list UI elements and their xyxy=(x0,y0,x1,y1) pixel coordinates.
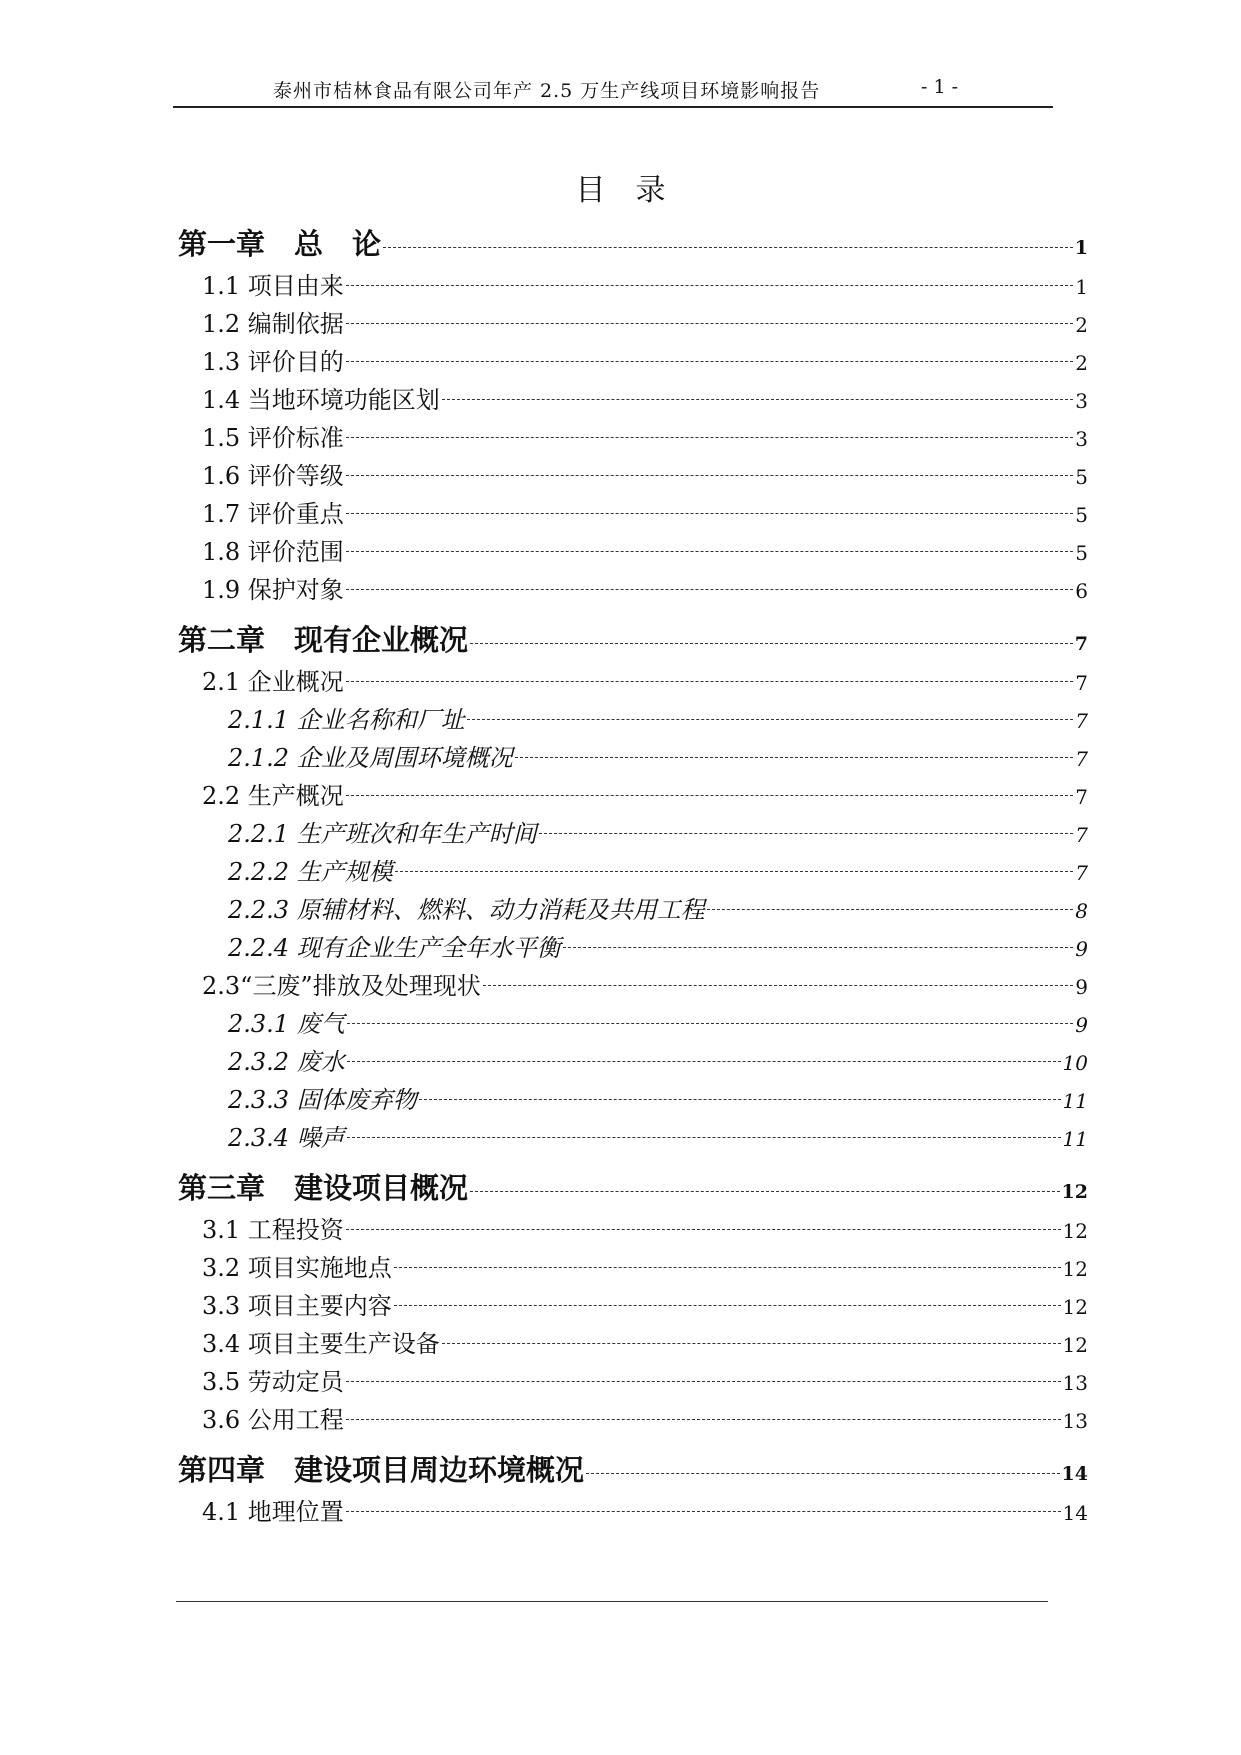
toc-entry-page: 11 xyxy=(1062,1089,1088,1113)
toc-entry-label: 4.1 地理位置 xyxy=(202,1498,344,1526)
toc-subsection-2-1-1[interactable] xyxy=(178,700,1088,738)
dot-leader xyxy=(346,475,1073,476)
toc-entry-page: 14 xyxy=(1061,1463,1088,1485)
dot-leader xyxy=(419,1099,1061,1100)
toc-entry-page: 7 xyxy=(1075,823,1088,847)
toc-entry-page: 9 xyxy=(1075,937,1088,961)
dot-leader xyxy=(346,795,1073,796)
toc-subsection-2-1-2[interactable] xyxy=(178,738,1088,776)
toc-subsection-2-3-3[interactable] xyxy=(178,1080,1088,1118)
toc-entry-label: 1.8 评价范围 xyxy=(202,538,344,566)
dot-leader xyxy=(346,361,1073,362)
dot-leader xyxy=(346,323,1073,324)
toc-entry-label: 3.3 项目主要内容 xyxy=(202,1292,392,1320)
toc-entry-page: 2 xyxy=(1075,313,1088,337)
header-title: 泰州市桔林食品有限公司年产 2.5 万生产线项目环境影响报告 xyxy=(273,80,821,102)
toc-entry-label: 1.5 评价标准 xyxy=(202,424,344,452)
dot-leader xyxy=(470,1191,1060,1192)
toc-subsection-2-2-1[interactable] xyxy=(178,814,1088,852)
toc-entry-label: 1.9 保护对象 xyxy=(202,576,344,604)
toc-title: 目录 xyxy=(575,173,696,208)
toc-entry-page: 5 xyxy=(1075,465,1088,489)
toc-entry-label: 3.6 公用工程 xyxy=(202,1406,344,1434)
dot-leader xyxy=(394,1305,1061,1306)
toc-section-2-2[interactable] xyxy=(178,776,1088,814)
toc-entry-page: 3 xyxy=(1075,389,1088,413)
dot-leader xyxy=(347,1061,1061,1062)
toc-entry-page: 1 xyxy=(1074,237,1088,259)
toc-subsection-2-3-2[interactable] xyxy=(178,1042,1088,1080)
dot-leader xyxy=(346,437,1073,438)
toc-entry-label: 1.3 评价目的 xyxy=(202,348,344,376)
toc-entry-label: 2.2.1 生产班次和年生产时间 xyxy=(228,820,537,848)
toc-section-2-3[interactable] xyxy=(178,966,1088,1004)
dot-leader xyxy=(563,947,1074,948)
table-of-contents xyxy=(178,222,1088,1530)
dot-leader xyxy=(347,1023,1074,1024)
toc-entry-label: 2.1 企业概况 xyxy=(202,668,344,696)
dot-leader xyxy=(394,1267,1061,1268)
toc-section-1-2[interactable] xyxy=(178,304,1088,342)
dot-leader xyxy=(515,757,1074,758)
toc-section-3-4[interactable] xyxy=(178,1324,1088,1362)
toc-subsection-2-2-3[interactable] xyxy=(178,890,1088,928)
dot-leader xyxy=(539,833,1074,834)
toc-subsection-2-3-4[interactable] xyxy=(178,1118,1088,1156)
toc-entry-label: 3.2 项目实施地点 xyxy=(202,1254,392,1282)
toc-subsection-2-2-2[interactable] xyxy=(178,852,1088,890)
toc-entry-page: 7 xyxy=(1075,709,1088,733)
dot-leader xyxy=(586,1473,1060,1474)
toc-section-1-7[interactable] xyxy=(178,494,1088,532)
toc-entry-page: 12 xyxy=(1062,1219,1088,1243)
toc-section-3-5[interactable] xyxy=(178,1362,1088,1400)
dot-leader xyxy=(346,1381,1061,1382)
toc-section-3-1[interactable] xyxy=(178,1210,1088,1248)
toc-entry-label: 3.5 劳动定员 xyxy=(202,1368,344,1396)
toc-entry-page: 8 xyxy=(1075,899,1088,923)
toc-section-1-8[interactable] xyxy=(178,532,1088,570)
toc-section-4-1[interactable] xyxy=(178,1492,1088,1530)
toc-entry-page: 7 xyxy=(1074,633,1088,655)
toc-entry-page: 9 xyxy=(1075,1013,1088,1037)
dot-leader xyxy=(346,589,1073,590)
toc-entry-label: 2.2 生产概况 xyxy=(202,782,344,810)
toc-entry-page: 12 xyxy=(1062,1257,1088,1281)
toc-section-1-4[interactable] xyxy=(178,380,1088,418)
toc-entry-page: 12 xyxy=(1061,1181,1088,1203)
dot-leader xyxy=(442,399,1073,400)
dot-leader xyxy=(346,681,1073,682)
toc-entry-page: 6 xyxy=(1075,579,1088,603)
toc-entry-label: 2.2.4 现有企业生产全年水平衡 xyxy=(228,934,561,962)
toc-entry-label: 1.7 评价重点 xyxy=(202,500,344,528)
page-header xyxy=(173,72,1053,108)
toc-chapter-3[interactable] xyxy=(178,1166,1088,1210)
toc-entry-page: 5 xyxy=(1075,541,1088,565)
toc-entry-label: 1.1 项目由来 xyxy=(202,272,344,300)
toc-entry-label: 3.4 项目主要生产设备 xyxy=(202,1330,440,1358)
toc-entry-page: 10 xyxy=(1062,1051,1088,1075)
dot-leader xyxy=(346,1229,1061,1230)
toc-entry-page: 7 xyxy=(1075,671,1088,695)
toc-entry-label: 2.3“三废”排放及处理现状 xyxy=(202,972,481,1000)
dot-leader xyxy=(383,247,1073,248)
toc-entry-label: 2.3.1 废气 xyxy=(228,1010,345,1038)
toc-entry-page: 13 xyxy=(1062,1409,1088,1433)
toc-entry-page: 9 xyxy=(1075,975,1088,999)
toc-section-1-5[interactable] xyxy=(178,418,1088,456)
toc-entry-page: 7 xyxy=(1075,747,1088,771)
toc-entry-label: 2.3.4 噪声 xyxy=(228,1124,345,1152)
toc-chapter-2[interactable] xyxy=(178,618,1088,662)
toc-entry-label: 第二章 现有企业概况 xyxy=(178,623,469,657)
toc-section-1-1[interactable] xyxy=(178,266,1088,304)
toc-entry-label: 3.1 工程投资 xyxy=(202,1216,344,1244)
toc-entry-label: 1.6 评价等级 xyxy=(202,462,344,490)
toc-entry-page: 12 xyxy=(1062,1295,1088,1319)
toc-section-1-6[interactable] xyxy=(178,456,1088,494)
dot-leader xyxy=(346,551,1073,552)
toc-subsection-2-3-1[interactable] xyxy=(178,1004,1088,1042)
dot-leader xyxy=(483,985,1074,986)
toc-entry-label: 第一章 总 论 xyxy=(178,227,382,261)
toc-chapter-4[interactable] xyxy=(178,1448,1088,1492)
toc-entry-label: 2.1.2 企业及周围环境概况 xyxy=(228,744,513,772)
toc-entry-page: 14 xyxy=(1062,1501,1088,1525)
dot-leader xyxy=(467,719,1074,720)
dot-leader xyxy=(470,643,1073,644)
toc-entry-page: 11 xyxy=(1062,1127,1088,1151)
toc-entry-page: 2 xyxy=(1075,351,1088,375)
toc-entry-page: 13 xyxy=(1062,1371,1088,1395)
toc-section-3-3[interactable] xyxy=(178,1286,1088,1324)
dot-leader xyxy=(346,513,1073,514)
dot-leader xyxy=(346,1419,1061,1420)
toc-entry-page: 5 xyxy=(1075,503,1088,527)
toc-entry-label: 2.2.2 生产规模 xyxy=(228,858,393,886)
dot-leader xyxy=(346,285,1073,286)
toc-entry-label: 1.4 当地环境功能区划 xyxy=(202,386,440,414)
toc-section-1-9[interactable] xyxy=(178,570,1088,608)
toc-entry-label: 2.3.2 废水 xyxy=(228,1048,345,1076)
toc-chapter-1[interactable] xyxy=(178,222,1088,266)
toc-entry-page: 1 xyxy=(1075,275,1088,299)
toc-subsection-2-2-4[interactable] xyxy=(178,928,1088,966)
toc-entry-page: 3 xyxy=(1075,427,1088,451)
toc-entry-page: 7 xyxy=(1075,785,1088,809)
dot-leader xyxy=(442,1343,1061,1344)
toc-entry-label: 2.3.3 固体废弃物 xyxy=(228,1086,417,1114)
toc-entry-label: 2.2.3 原辅材料、燃料、动力消耗及共用工程 xyxy=(228,896,705,924)
toc-entry-page: 12 xyxy=(1062,1333,1088,1357)
toc-section-2-1[interactable] xyxy=(178,662,1088,700)
dot-leader xyxy=(395,871,1074,872)
toc-section-3-6[interactable] xyxy=(178,1400,1088,1438)
toc-section-1-3[interactable] xyxy=(178,342,1088,380)
toc-entry-label: 第三章 建设项目概况 xyxy=(178,1171,469,1205)
header-page-number: - 1 - xyxy=(920,76,958,98)
toc-section-3-2[interactable] xyxy=(178,1248,1088,1286)
toc-entry-page: 7 xyxy=(1075,861,1088,885)
toc-entry-label: 2.1.1 企业名称和厂址 xyxy=(228,706,465,734)
toc-entry-label: 1.2 编制依据 xyxy=(202,310,344,338)
toc-entry-label: 第四章 建设项目周边环境概况 xyxy=(178,1453,585,1487)
dot-leader xyxy=(346,1511,1061,1512)
dot-leader xyxy=(347,1137,1061,1138)
footer-divider xyxy=(176,1601,1048,1602)
dot-leader xyxy=(707,909,1074,910)
